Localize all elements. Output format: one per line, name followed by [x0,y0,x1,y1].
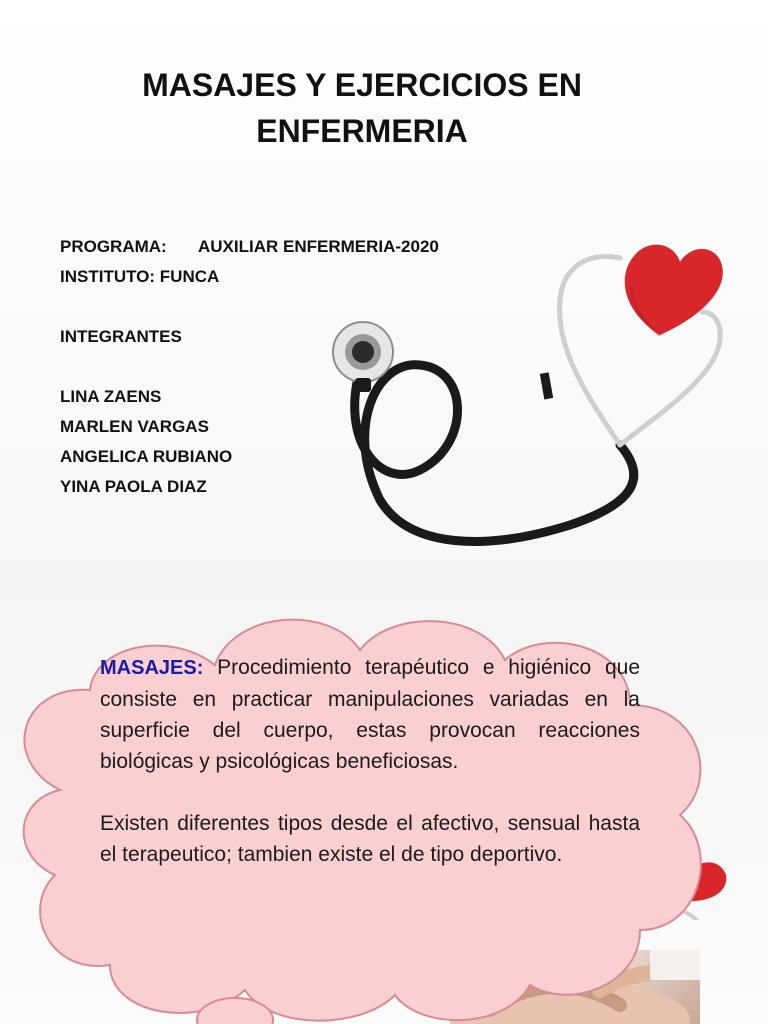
massage-term: MASAJES: [100,657,204,679]
cloud-content [100,652,640,870]
member-item: LINA ZAENS [60,387,162,406]
stethoscope-icon [320,230,740,560]
member-item: YINA PAOLA DIAZ [60,477,207,496]
massage-definition [100,652,640,777]
member-item: ANGELICA RUBIANO [60,447,233,466]
integrantes-heading: INTEGRANTES [60,327,182,346]
programa-label: PROGRAMA: [60,237,167,256]
massage-types-text: Existen diferentes tipos desde el afectivo, sensual hasta el terapeutico; tambien existe el de tipo deportivo. [100,812,640,866]
programa-value: AUXILIAR ENFERMERIA-2020 [198,237,439,256]
title-line-1: MASAJES Y EJERCICIOS EN [142,67,582,103]
member-item: MARLEN VARGAS [60,417,209,436]
title-line-2: ENFERMERIA [256,113,468,149]
slide-title [60,62,664,154]
definition-slide [0,560,768,1024]
definition-text: Procedimiento terapéutico e higiénico que consiste en practicar manipulaciones variadas en la superficie del cuerpo, estas provocan reacciones biológicas y psicológicas beneficiosas. [100,656,640,773]
instituto-row: INSTITUTO: FUNCA [60,267,220,286]
